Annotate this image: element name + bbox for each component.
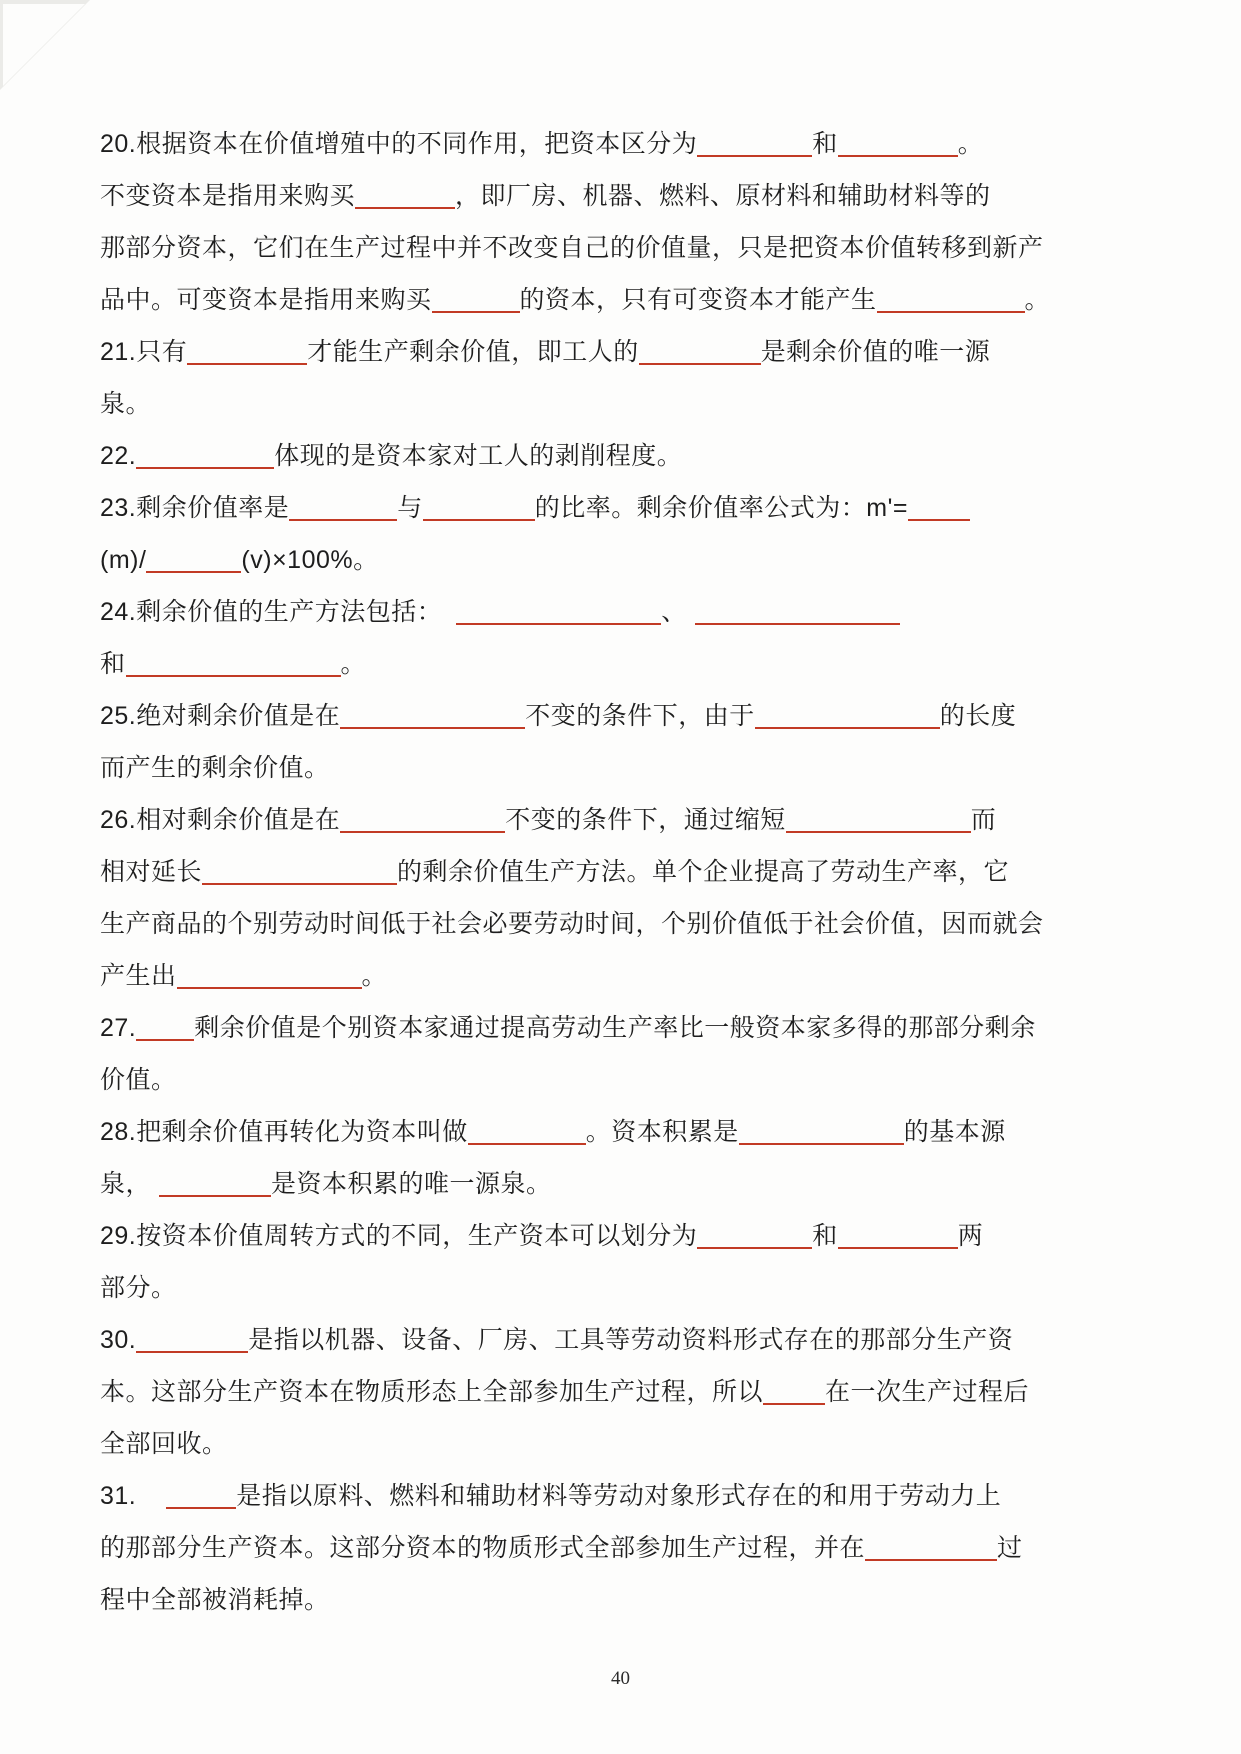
blank-underline xyxy=(838,125,958,157)
text-segment: 生产商品的个别劳动时间低于社会必要劳动时间，个别价值低于社会价值，因而就会 xyxy=(100,910,1044,938)
text-segment: 和 xyxy=(812,1222,838,1250)
page-number: 40 xyxy=(611,1668,630,1689)
text-segment: 是指以原料、燃料和辅助材料等劳动对象形式存在的和用于劳动力上 xyxy=(236,1482,1002,1510)
text-segment: 的基本源 xyxy=(903,1118,1006,1146)
text-segment: 。 xyxy=(340,650,367,678)
text-segment: 是剩余价值的唯一源 xyxy=(760,338,991,366)
text-line xyxy=(100,1470,1160,1522)
blank-underline xyxy=(423,489,535,521)
text-segment: 程中全部被消耗掉。 xyxy=(100,1586,330,1614)
text-segment: 和 xyxy=(100,650,126,678)
text-segment: 20.根据资本在价值增殖中的不同作用，把资本区分为 xyxy=(100,130,698,158)
text-line xyxy=(100,1314,1160,1366)
text-segment: 而 xyxy=(970,806,997,834)
text-line xyxy=(100,430,1160,482)
blank-underline xyxy=(340,697,525,729)
spacer xyxy=(136,1500,166,1504)
blank-underline xyxy=(739,1113,904,1145)
text-segment: 。 xyxy=(957,130,984,158)
blank-underline xyxy=(355,177,455,209)
spacer xyxy=(151,1188,159,1192)
text-segment: (m)/ xyxy=(100,546,147,574)
blank-underline xyxy=(838,1217,958,1249)
spacer xyxy=(442,616,456,620)
text-segment: 价值。 xyxy=(100,1066,177,1094)
text-segment: 产生出 xyxy=(100,962,177,990)
blank-underline xyxy=(126,645,341,677)
text-segment: 26.相对剩余价值是在 xyxy=(100,806,341,834)
text-segment: 23.剩余价值率是 xyxy=(100,494,290,522)
text-segment: 过 xyxy=(997,1534,1023,1562)
text-segment: 部分。 xyxy=(100,1274,177,1302)
blank-underline xyxy=(187,333,307,365)
text-line xyxy=(100,326,1160,378)
blank-underline xyxy=(432,281,520,313)
text-line xyxy=(100,898,1160,950)
text-segment: 不变的条件下，通过缩短 xyxy=(505,806,786,834)
text-segment: (v)×100%。 xyxy=(241,546,379,574)
blank-underline xyxy=(763,1373,825,1405)
blank-underline xyxy=(202,853,397,885)
text-segment: 两 xyxy=(957,1222,984,1250)
text-line xyxy=(100,1262,1160,1314)
blank-underline xyxy=(136,437,274,469)
text-segment: 是指以机器、设备、厂房、工具等劳动资料形式存在的那部分生产资 xyxy=(248,1326,1014,1354)
text-segment: 的长度 xyxy=(939,702,1017,730)
page-corner-artifact xyxy=(0,0,90,90)
text-line xyxy=(100,742,1160,794)
text-line xyxy=(100,170,1160,222)
text-line xyxy=(100,1366,1160,1418)
text-segment: 剩余价值是个别资本家通过提高劳动生产率比一般资本家多得的那部分剩余 xyxy=(194,1014,1036,1042)
text-line xyxy=(100,1158,1160,1210)
text-line xyxy=(100,690,1160,742)
blank-underline xyxy=(289,489,397,521)
text-segment: 体现的是资本家对工人的剥削程度。 xyxy=(274,442,683,470)
text-segment: 的资本，只有可变资本才能产生 xyxy=(519,286,877,314)
blank-underline xyxy=(865,1529,997,1561)
text-line xyxy=(100,274,1160,326)
text-segment: 21.只有 xyxy=(100,338,188,366)
text-line xyxy=(100,118,1160,170)
text-segment: 品中。可变资本是指用来购买 xyxy=(100,286,432,314)
text-segment: 29.按资本价值周转方式的不同，生产资本可以划分为 xyxy=(100,1222,698,1250)
blank-underline xyxy=(159,1165,271,1197)
text-line xyxy=(100,794,1160,846)
text-segment: 泉。 xyxy=(100,390,152,418)
spacer xyxy=(687,616,695,620)
text-segment: 。 xyxy=(361,962,388,990)
text-segment: 在一次生产过程后 xyxy=(825,1378,1030,1406)
blank-underline xyxy=(639,333,761,365)
text-line xyxy=(100,1106,1160,1158)
blank-underline xyxy=(456,593,661,625)
text-segment: 全部回收。 xyxy=(100,1430,228,1458)
text-line xyxy=(100,1210,1160,1262)
text-segment: 的剩余价值生产方法。单个企业提高了劳动生产率，它 xyxy=(397,858,1010,886)
blank-underline xyxy=(695,593,900,625)
text-segment: 。资本积累是 xyxy=(585,1118,739,1146)
text-segment: 泉， xyxy=(100,1170,152,1198)
text-segment: 本。这部分生产资本在物质形态上全部参加生产过程，所以 xyxy=(100,1378,764,1406)
blank-underline xyxy=(136,1009,194,1041)
text-line xyxy=(100,586,1160,638)
blank-underline xyxy=(697,125,812,157)
text-segment: 不变的条件下，由于 xyxy=(525,702,755,730)
blank-underline xyxy=(755,697,940,729)
text-line xyxy=(100,482,1160,534)
text-line xyxy=(100,534,1160,586)
text-line xyxy=(100,950,1160,1002)
blank-underline xyxy=(877,281,1025,313)
text-segment: 、 xyxy=(661,598,687,626)
text-segment: 30. xyxy=(100,1326,137,1354)
text-line xyxy=(100,1522,1160,1574)
text-segment: 31. xyxy=(100,1482,137,1510)
text-segment: 才能生产剩余价值，即工人的 xyxy=(307,338,639,366)
text-segment: ，即厂房、机器、燃料、原材料和辅助材料等的 xyxy=(455,182,991,210)
blank-underline xyxy=(908,489,970,521)
blank-underline xyxy=(786,801,971,833)
blank-underline xyxy=(340,801,505,833)
text-line xyxy=(100,222,1160,274)
text-line xyxy=(100,846,1160,898)
text-segment: 与 xyxy=(397,494,423,522)
text-line xyxy=(100,1002,1160,1054)
page-footer xyxy=(0,1668,1241,1690)
text-segment: 相对延长 xyxy=(100,858,203,886)
blank-underline xyxy=(146,541,241,573)
text-line xyxy=(100,378,1160,430)
blank-underline xyxy=(177,957,362,989)
text-segment: 25.绝对剩余价值是在 xyxy=(100,702,341,730)
text-segment: 24.剩余价值的生产方法包括： xyxy=(100,598,443,626)
document-lines xyxy=(100,118,1160,1626)
text-line xyxy=(100,1574,1160,1626)
text-line xyxy=(100,1054,1160,1106)
blank-underline xyxy=(136,1321,248,1353)
text-segment: 。 xyxy=(1024,286,1051,314)
text-segment: 而产生的剩余价值。 xyxy=(100,754,330,782)
text-segment: 28.把剩余价值再转化为资本叫做 xyxy=(100,1118,468,1146)
text-segment: 是资本积累的唯一源泉。 xyxy=(271,1170,552,1198)
blank-underline xyxy=(468,1113,586,1145)
text-segment: 27. xyxy=(100,1014,137,1042)
text-line xyxy=(100,1418,1160,1470)
text-segment: 和 xyxy=(812,130,838,158)
text-segment: 不变资本是指用来购买 xyxy=(100,182,356,210)
text-segment: 22. xyxy=(100,442,137,470)
text-segment: 那部分资本，它们在生产过程中并不改变自己的价值量，只是把资本价值转移到新产 xyxy=(100,234,1044,262)
blank-underline xyxy=(166,1477,236,1509)
blank-underline xyxy=(697,1217,812,1249)
text-segment: 的那部分生产资本。这部分资本的物质形式全部参加生产过程，并在 xyxy=(100,1534,866,1562)
text-line xyxy=(100,638,1160,690)
text-segment: 的比率。剩余价值率公式为：m'= xyxy=(534,494,908,522)
